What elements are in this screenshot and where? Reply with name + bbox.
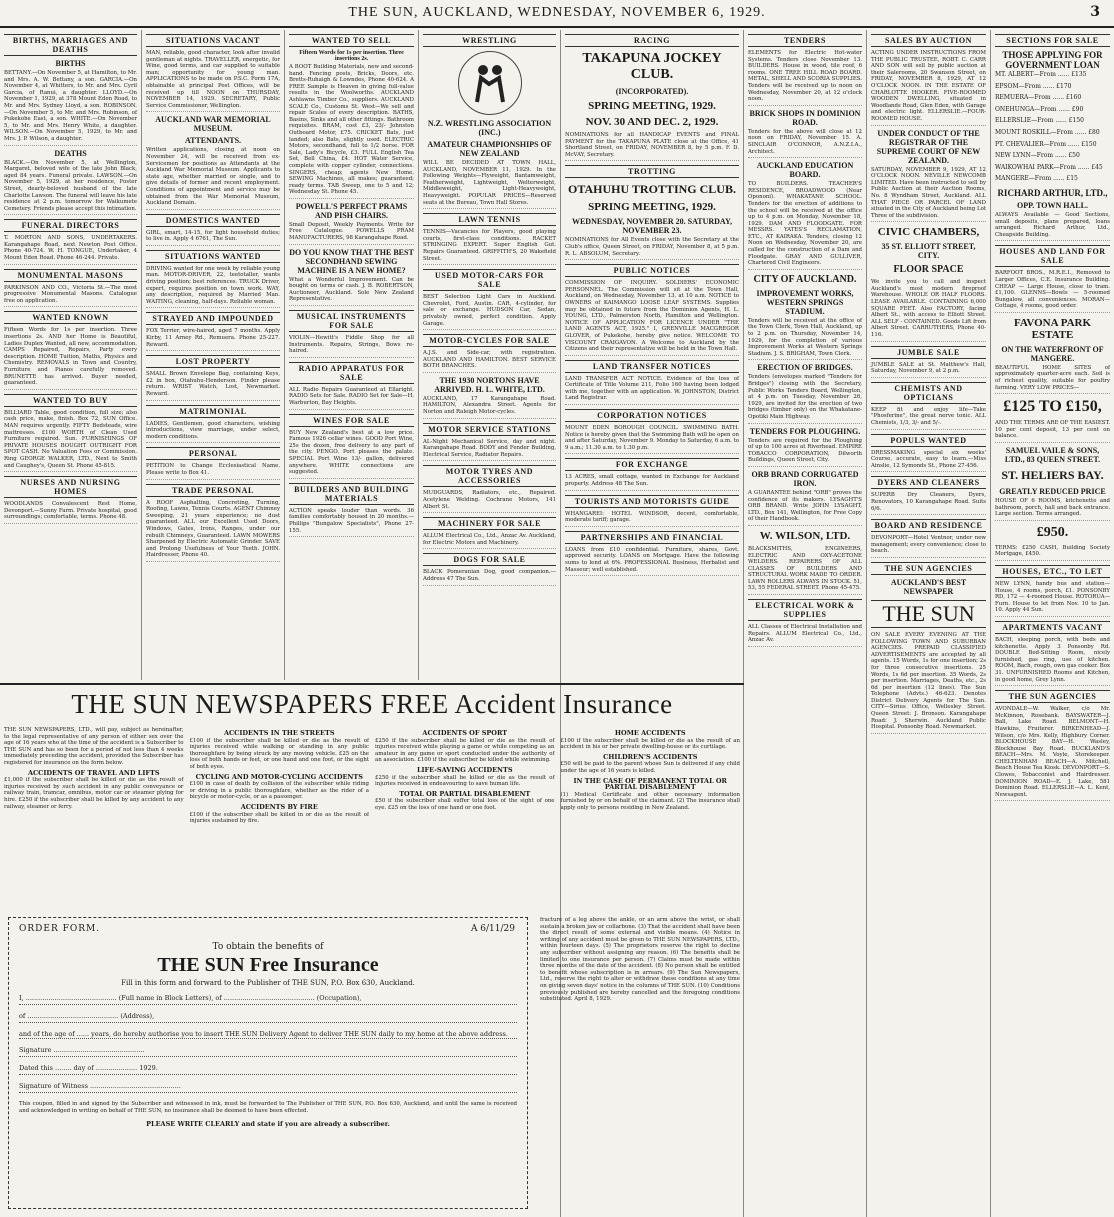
price-list-item: PT. CHEVALIER—From ...... £150: [995, 140, 1097, 148]
pram-text: Small Deposit, Weekly Payments. Write for Free Catalogue. POWELLS PRAM MANUFACTURERS, 98 Karangahape Road.: [289, 222, 414, 245]
signature-field[interactable]: Signature ............................................: [19, 1046, 517, 1057]
builders-text: ACTION speaks louder than words. 36 families comfortably housed in 20 months.—Phillips "Bungalow Specialists", Phone 27-155.: [289, 508, 414, 537]
jockey-club-title: TAKAPUNA JOCKEY CLUB.: [582, 51, 722, 82]
order-form-intro: To obtain the benefits of: [212, 942, 324, 952]
lost-property-text: SMALL Brown Envelope Bag, containing Keys, £2 in box, Otahuhu-Henderson. Finder please return. WRIST Watch, Lost, Newmarket. Reward.: [146, 371, 280, 400]
section-heading: WANTED TO SELL: [289, 34, 414, 47]
section-heading: FUNERAL DIRECTORS: [4, 219, 137, 232]
tennis-text: TENNIS—Vacancies for Players, good playing courts, first-class conditions. RACKET STRINGING EXPERT. Super English Gut. Repairs Guaranteed. GRIFFITH'S, 20 Wakefield Street.: [423, 229, 556, 265]
insurance-conditions-continued: fracture of a leg above the ankle, or an arm above the wrist, or shall sustain a broken jaw or collarbone. (3) That the accident shall have been the direct result of some external and visible means. (4) Notice in writing of any accident must be given to THE SUN NEWSPAPERS, LTD., within fourteen days. (5) The proprietors reserve the right to decline any subscriber without assigning any reason. (6) The benefits shall be limited to one insurance per person. (7) Claims must be made within three months of the date of the accident. (8) No person shall be entitled to benefit whose subscription is in arrears. (9) The Sun Newspapers, Ltd., reserve the right to alter or withdraw these conditions at any time on giving seven days' notice in the columns of THE SUN. (10) Conditions previously published are hereby cancelled and the foregoing conditions substituted. April 8, 1929.: [540, 917, 740, 1003]
section-heading: THE SUN AGENCIES: [995, 690, 1110, 703]
houses-let-text: NEW LYNN, handy bus and station—House, 4 rooms, porch, £1. PONSONBY RD, 172 — 4-roomed House. ROTORUA—Furn. House to let from Nov. 10 to Jan. 10. Apply 44 Sun.: [995, 581, 1110, 617]
insurance-heading: TOTAL OR PARTIAL DISABLEMENT: [399, 789, 531, 798]
agencies-title: AUCKLAND'S BEST NEWSPAPER: [890, 577, 967, 596]
trotting-text: NOMINATIONS for All Events close with the Secretary at the Club's office, Queen Street, on FRIDAY, November 8, at 5 p.m. R. L. ABSOLUM, Secretary.: [565, 237, 739, 260]
financial-text: LOANS from £10 confidential. Furniture, shares, Govt. approved security. LOANS on Mortgage. Have the following sums to lend at 6%. PROFESSIONAL Business, Herbalist and Masseur; well established.: [565, 547, 739, 576]
trade-personal-text: A ROOF Asphalting, Concreting, Turning, Roofing, Lawns, Tennis Courts. AGENT Chimney Sweeping, 21 years experience; no dust guaranteed. ALL our Excellent Used Doors, Windows, Gates, Irons, Ranges, under our rebuilt Chimneys, Guaranteed. LAWN MOWERS Sharpened by Electric Automatic Grinder. SAVE and Prolong Usefulness of Your Teeth. JOHN. Hairdresser, Phone 40.: [146, 500, 280, 562]
order-form-ref: A 6/11/29: [470, 924, 515, 934]
meeting-dates: NOV. 30 AND DEC. 2, 1929.: [585, 116, 719, 128]
price-list-item: MANGERE—From ...... £15: [995, 175, 1078, 183]
pupils-text: DRESSMAKING special six weeks' Course, accurate, easy to learn.—Miss Ainslie, 12 Symonds St., Phone 27-456.: [871, 450, 986, 473]
city-title: CITY OF AUCKLAND.: [753, 273, 857, 285]
insurance-life: £250 if the subscriber shall be killed or die as the result of injuries received in endeavouring to save human life.: [375, 774, 555, 788]
section-heading: LAND TRANSFER NOTICES: [565, 360, 739, 373]
favona-text: BEAUTIFUL HOME SITES of approximately quarter-acre each. Soil is of richest quality, suitable for poultry farming. VERY LOW PRICES—: [995, 365, 1110, 394]
section-heading: SITUATIONS VACANT: [146, 34, 280, 47]
price-list-item: WAIKOWHAI PARK—From ...... £45: [995, 163, 1103, 171]
address-field[interactable]: of ............................................ (Address),: [19, 1012, 517, 1023]
insurance-column: [375, 727, 555, 897]
spring-meeting: SPRING MEETING, 1929.: [588, 100, 716, 112]
wilson-text: BLACKSMITHS, ENGINEERS, ELECTRIC AND OXY-ACETONE WELDERS. REPAIRERS OF ALL CLASSES OF BUILDERS AND STRUCTURAL WORK MADE TO ORDER. LAWN ROLLERS ALWAYS IN STOCK. 51, 53, 55 FEDERAL STREET. Phone 45-475.: [748, 546, 862, 595]
chemists-text: KEEP fit and enjoy life—Take "Phosferine", the great nerve tonic. ALL Chemists, 1/3, 3/- and 5/-.: [871, 407, 986, 430]
section-heading: POPULS WANTED: [871, 434, 986, 447]
column-2: [141, 30, 284, 680]
subscription-field[interactable]: and of the age of ...... years, do hereby authorise you to insert THE SUN Delivery Agent to deliver THE SUN daily to my home at the above address.: [19, 1030, 517, 1039]
electrical-text: ALL Classes of Electrical Installation and Repairs. ALLUM Electrical Co., Ltd., Anzac Av.: [748, 624, 862, 647]
wanted-buy-text: BILLIARD Table, good condition, full size; also cash price, make, finish. Box 72, SUN Office. MAN requires urgently. FIFTY Bedsteads, wire mattresses. £100 WORTH of Clean Used Furniture required. Sun. FURNISHINGS OF PRIVATE HOUSES BOUGHT OUTRIGHT FOR SPOT CASH. No Valuation Fees or Commission. Ring GEORGE WALKER, LTD., Next to Smith and Caughey's, Queen St. Phone 45-815.: [4, 410, 137, 472]
auction-text: ACTING UNDER INSTRUCTIONS FROM THE PUBLIC TRUSTEE, ROBT. C. CARR AND SON will sell by public auction at their Salerooms, 20 Swanson Street, on FRIDAY, NOVEMBER 8, 1929, AT 12 O'CLOCK NOON. IN THE ESTATE OF CHARLOTTE HOOKER. FIVE-ROOMED WOODEN DWELLING, situated in Woodlands Road, Glen Eden, with Garage and electric light. ELLERSLIE.—FOUR-ROOMED HOUSE.: [871, 50, 986, 126]
section-heading: CORPORATION NOTICES: [565, 409, 739, 422]
section-heading: BUILDERS AND BUILDING MATERIALS: [289, 483, 414, 505]
masthead-title: THE SUN, AUCKLAND, WEDNESDAY, NOVEMBER 6, 1929.: [348, 5, 766, 20]
section-heading: MUSICAL INSTRUMENTS FOR SALE: [289, 310, 414, 332]
corporation-text: MOUNT EDEN BOROUGH COUNCIL. SWIMMING BATH. Notice is hereby given that the Swimming Bath will be open on and after Saturday, November 9. Monday to Saturday, 6 a.m. to 9 a.m.; 11.30 a.m. to 1.30 p.m.: [565, 425, 739, 454]
nursing-text: WOODLANDS Convalescent Rest Home, Devonport.—Sunny Farm. Private hospital, good surroundings; comfortable, terms. Phone 48.: [4, 501, 137, 524]
matrimonial-text: LADIES, Gentlemen, good characters, wishing introductions, view marriage, under select, modern conditions.: [146, 421, 280, 444]
brick-shops-title: BRICK SHOPS IN DOMINION ROAD.: [749, 108, 861, 127]
st-heliers-price: £950.: [1036, 524, 1069, 540]
section-heading: APARTMENTS VACANT: [995, 621, 1110, 634]
section-heading: DYERS AND CLEANERS: [871, 476, 986, 489]
richard-arthur-sub: OPP. TOWN HALL.: [1017, 200, 1088, 210]
wanted-known-text: Fifteen Words for 1s per insertion. Three insertions 2s. AND her Home is Beautiful, Ladies Duplex Wanted, all new, accommodation. CAMPS Repaired, Repairs, Party every description. HOME Tuition, Maths, Physics and Chemistry. REMOVALS in Town and Country, Furniture and Pianos carefully removed. BRUNETTE has arrived. Buyer needed, guaranteed.: [4, 327, 137, 389]
musical-text: VIOLIN—Hewitt's Fiddle Shop for all Instruments. Repairs, Strings, Bows re-haired.: [289, 335, 414, 358]
richard-arthur-text: ALWAYS Available — Good Sections, small deposits, plans prepared, loans arranged. Richard Arthur, Ltd., Cheapside Building.: [995, 212, 1110, 241]
section-heading: HOUSES AND LAND FOR SALE: [995, 245, 1110, 267]
floor-space: FLOOR SPACE: [893, 264, 964, 276]
bridges-title: ERECTION OF BRIDGES.: [757, 363, 853, 373]
section-heading: ELECTRICAL WORK & SUPPLIES: [748, 599, 862, 621]
personal-text: PETITION to Change Ecclesiastical Name. Please write to Box 41.: [146, 463, 280, 479]
date-field[interactable]: Dated this ........ day of .................... 1929.: [19, 1064, 517, 1075]
nominations-text: NOMINATIONS for all HANDICAP EVENTS and FINAL PAYMENT for the TAKAPUNA PLATE close at the Office, 41 Shortland Street, on FRIDAY, NOVEMBER 8, by 5 p.m. F. D. McVAY, Secretary.: [565, 132, 739, 161]
sewing-text: What a Wonderful Improvement. Can be bought on terms or cash. J. B. ROBERTSON, Auctioneer, Auckland. Sole New Zealand Representative.: [289, 277, 414, 306]
insurance-column: [561, 727, 741, 897]
situations-wanted-text: DRIVING wanted for one week by reliable young man. MOTOR-DRIVER, 22, teetotaller, wants driving position; best references. TRUCK Driver, expert, requires position on town work. WAY, any description, required by Married Man. WAITING, cleaning, half-days. Reliable woman.: [146, 266, 280, 309]
wines-text: BUY New Zealand's best at a low price. Famous 1926 cellar wines. GOOD Port Wine, 25s the dozen, free delivery to any part of the city. PENGO. Port pleases the palate. SPECIAL Port Wine 13/- gallon, delivered anywhere. WHITE connections are suggested.: [289, 430, 414, 479]
st-heliers-sub: GREATLY REDUCED PRICE: [999, 487, 1106, 497]
championship-text: WILL BE DECIDED AT TOWN HALL, AUCKLAND, NOVEMBER 11, 1929. In the Following Weights—Flyweight, Bantamweight, Featherweight, Lightweight, Welterweight, Middleweight, Light-Heavyweight, Heavyweight. POPULAR PRICES—Reserved seats at the Bureau, Town Hall Stores.: [423, 160, 556, 209]
section-heading: MOTOR TYRES AND ACCESSORIES: [423, 465, 556, 487]
section-heading: MOTOR SERVICE STATIONS: [423, 423, 556, 436]
tyres-text: MUDGUARDS, Radiators, etc., Repaired. Acetylene Welding. Cochrane Motors, 141 Albert St.: [423, 490, 556, 513]
st-heliers-terms: TERMS: £250 CASH, Building Society Mortgage, £450.: [995, 545, 1110, 561]
apartments-text: BACH, sleeping porch, with beds and kitchenette. Apply 3 Ponsonby Rd. DOUBLE Bed-Sitting Room, nicely furnished, gas ring, use of kitchen. ROOM, Bach, rough, own gas cooker. Box 31. UNFURNISHED Rooms and Kitchen, in good home, Grey Lynn.: [995, 637, 1110, 686]
sewing-title: DO YOU KNOW THAT THE BEST SECONDHAND SEWING MACHINE IS A NEW HOME?: [289, 247, 414, 275]
section-heading: MACHINERY FOR SALE: [423, 517, 556, 530]
bridges-text: Tenders (envelopes marked "Tenders for Bridges") closing with the Secretary, Public Works Tenders Board, Wellington, at 4 p.m. on Tuesday, November 26, 1929, are invited for the erection of two bridges (timber only) on the Whakatane-Opotiki Main Highway.: [748, 374, 862, 423]
association-name: N.Z. WRESTLING ASSOCIATION (INC.): [427, 119, 552, 137]
championship-title: AMATEUR CHAMPIONSHIPS OF NEW ZEALAND: [427, 140, 552, 158]
section-heading: LOST PROPERTY: [146, 355, 280, 368]
price-list-item: ELLERSLIE—From ...... £150: [995, 117, 1084, 125]
norton-title: THE 1930 NORTONS HAVE ARRIVED. H. L. WHITE, LTD.: [434, 375, 545, 394]
favona-price: £125 TO £150,: [1003, 398, 1102, 416]
price-list-item: EPSOM—From ...... £170: [995, 82, 1072, 90]
trotting-dates: WEDNESDAY, NOVEMBER 20. SATURDAY, NOVEMBER 23.: [571, 217, 733, 236]
column-4: [418, 30, 560, 680]
norton-text: AUCKLAND, 17 Karangahape Road. HAMILTON, Alexandra Street. Agents for Norton and Raleigh Motor-cycles.: [423, 396, 556, 419]
births-text: BETTANY.—On November 5, at Hamilton, to Mr. and Mrs. A. W. Bettany, a son. GARCIA.—On November 4, at Whitters, to Mr. and Mrs. Cyril Garcia, of Ranui, a daughter. LLOYD.—On November 1, 1929, at 378 Mount Eden Road, to Mr. and Mrs. Sydney Lloyd, a son. ROBINSON.—On November 5, to Mr. and Mrs. Robinson, of Pukekohe East, a son. WHITE.—On November 5, to Mr. and Mrs. Henry White, a daughter. WILSON.—On November 5, 1929, to Mr. and Mrs. J. P. Wilson, a daughter.: [4, 70, 137, 146]
dyers-text: SUPERB Dry Cleaners, Dyers, Renovators, 10 Karangahape Road. Suits 6/6.: [871, 492, 986, 515]
trotting-club-title: OTAHUHU TROTTING CLUB.: [568, 182, 736, 197]
column-1: [0, 30, 141, 680]
insurance-children: £50 will be paid to the parent whose Sun is delivered if any child under the age of 16 years is killed.: [560, 761, 740, 774]
section-heading: SALES BY AUCTION: [871, 34, 986, 47]
column-7: [866, 30, 990, 1217]
samuel-vaile: SAMUEL VAILE & SONS, LTD., 83 QUEEN STREET.: [1004, 446, 1101, 465]
section-heading: TENDERS: [748, 34, 862, 47]
favona-terms: AND THE TERMS ARE OF THE EASIEST. 10 per cent deposit, 13 per cent on balance.: [995, 420, 1110, 443]
public-notices-text: COMMISSION OF INQUIRY. SOLDIERS' ECONOMIC PERSONNEL. The Commission will sit at the Town Hall, Auckland, on Wednesday, November 13, at 10 a.m. NOTICE to OWNERS of KAIMANGO LOOSE LEAF SYSTEMS. Supplies may be obtained in future from the Dominion Agents, H. L. YOUNG, LTD., Palmerston North, Hamilton and Wellington. NOTICE OF APPLICATION FOR LICENCE UNDER "THE LAND AGENTS ACT, 1925." I, GRENVILLE MACGREGOR GLOVER, of Pukekohe, hereby give notice. WELCOME TO VISCOUNT CRAIGAVON. A Welcome to Auckland by the Citizens and their representative will be held in the Town Hall.: [565, 280, 739, 356]
wanted-sell-rates: Fifteen Words for 1s per insertion. Three insertions 2s.: [299, 50, 404, 62]
wrestling-emblem: [458, 51, 522, 115]
tenders-text: ELEMENTS for Electric Hot-water Systems. Tenders close November 13. BUILDERS. House in wood, tile roof, 6 rooms. ONE TREE HILL ROAD BOARD. METAL, SHELL AND SCORIA SUPPLIES. Tenders will be received up to noon on Wednesday, November 20, at 12 o'clock noon.: [748, 50, 862, 106]
order-form[interactable]: [8, 917, 528, 1209]
orb-title: ORB BRAND CORRUGATED IRON.: [751, 469, 859, 488]
wanted-sell-text: A BOOT Building Materials, new and second-hand. Fencing posts, Bricks, Doors, etc. Bretts-Ruhaigh & Lowndes, Phone 40-624. A FREE Sample is Heaven in giving full-value results in the Woolworths. AUCKLAND Ashlawns Timber Co., suppliers. AUCKLAND SCALE Co., Customs St. West—We sell and repair Scales of every description. BATHS, Basins, Sinks and all other fittings. Bathroom requisites. BRAM, cost £3, 23/- Johnston Outboard Motor, £75. CRICKET Bats, just landed; also Bats, slightly used. ELECTRIC Motors, secondhand, full to 1/2 horse. FOR Sale, Lady's Bicycle, £3. FULL English Tea Set, Bell China, £4. HOT Water Service, complete with copper cylinder, connections. SINGERS, cheap; agents New Home. SEWING Machines, all makes; guaranteed; ready terms. TAB Sweep, one to 5 and 12; Wednesday St. Phone 45.: [289, 64, 414, 199]
insurance-sport: £250 if the subscriber shall be killed or die as the result of injuries received while playing a game or while competing as an amateur in any game or sport conducted under the authority of an association. £100 if the subscriber be killed while swimming.: [375, 737, 555, 764]
brick-shops-text: Tenders for the above will close at 12 noon on FRIDAY, November 15. A. SINCLAIR O'CONNOR, A.N.Z.I.A., Architect.: [748, 129, 862, 158]
insurance-cycling: £100 in case of death by collision of the subscriber while riding or driving in a public thoroughfare, whether as the rider of a bicycle or motor-cycle, or as a passenger.: [189, 781, 369, 801]
section-heading: WINES FOR SALE: [289, 414, 414, 427]
price-list-item: REMUERA—From ...... £160: [995, 94, 1082, 102]
jockey-club-sub: (INCORPORATED).: [615, 87, 689, 96]
insurance-column: [4, 727, 184, 897]
sun-logo: THE SUN: [871, 600, 986, 628]
price-list-item: MOUNT ROSKILL—From ...... £80: [995, 128, 1100, 136]
masthead: [0, 0, 1114, 28]
name-field[interactable]: I, ............................................ (Full name in Block Letters), of ............................................ (Occupation),: [19, 994, 517, 1005]
price-list-item: NEW LYNN—From ...... £50: [995, 152, 1080, 160]
radio-text: ALL Radio Repairs Guaranteed at Ellaright. RADIO Sets for Sale. RADIO Set for Sale—H. Warburton, Bay Heights.: [289, 387, 414, 410]
insurance-heading: HOME ACCIDENTS: [614, 729, 686, 737]
section-price-list: [995, 72, 1110, 185]
civic-chambers-title: CIVIC CHAMBERS,: [877, 226, 980, 239]
ploughing-title: TENDERS FOR PLOUGHING.: [749, 426, 861, 436]
museum-title: AUCKLAND WAR MEMORIAL MUSEUM.: [155, 115, 271, 134]
funeral-text: T. MORTON AND SONS, UNDERTAKERS. Karangahape Road, next Newton Post Office. Phone 40-724. W. H. TONGUE, Undertaker, 4 Mount Eden Road. Phone 46-244. Private.: [4, 235, 137, 264]
section-heading: THE SUN AGENCIES: [871, 562, 986, 575]
insurance-title: THE SUN NEWSPAPERS FREE Accident Insurance: [71, 689, 673, 719]
insurance-streets: £100 if the subscriber shall be killed or die as the result of injuries received while walking or standing in any public thoroughfare by being struck by any moving vehicle. £25 on the loss of both hands or feet, or one hand and one foot, or the sight of both eyes.: [189, 737, 369, 770]
ploughing-text: Tenders are required for the Ploughing of up to 100 acres at Riverhead. EMPIRE TOBACCO CORPORATION, Dilworth Buildings, Queen Street, City.: [748, 438, 862, 467]
monumental-text: PARKINSON AND CO., Victoria St.—The most progressive Monumental Masons. Catalogue free on application.: [4, 285, 137, 308]
section-heading: MOTOR-CYCLES FOR SALE: [423, 334, 556, 347]
price-list-item: ONEHUNGA—From ...... £90: [995, 105, 1084, 113]
section-heading: RACING: [565, 34, 739, 47]
insurance-fire: £100 if the subscriber shall be killed in or die as the result of injuries sustained by fire.: [189, 811, 369, 825]
section-heading: TRADE PERSONAL: [146, 484, 280, 497]
section-heading: CHEMISTS AND OPTICIANS: [871, 382, 986, 404]
witness-field[interactable]: Signature of Witness ............................................: [19, 1082, 517, 1093]
section-heading: PERSONAL: [146, 447, 280, 460]
order-form-footer: PLEASE WRITE CLEARLY and state if you are already a subscriber.: [146, 1120, 390, 1129]
wrestlers-icon: [467, 60, 513, 106]
board-residence-text: DEVONPORT—Hotel Ventnor, under new management; every convenience; close to beach.: [871, 535, 986, 558]
education-board-title: AUCKLAND EDUCATION BOARD.: [756, 161, 854, 180]
agencies-text: ON SALE EVERY EVENING AT THE FOLLOWING TOWN AND SUBURBAN AGENCIES. PREPAID CLASSIFIED ADVERTISEMENTS are accepted by all agents. 15 Words, 1s for one insertion; 2s for three consecutive insertions. 25 Words, 1s 6d per insertion. 35 Words, 2s per insertion. Marriages, Deaths, etc., 2s 6d per insertion (12 lines). The Sun Telephone (Advts.) 46-623. Denotes District Delivery Agents for The Sun. CITY—Sirius Office, Wellesley Street. Queen Street: J. Bronson. Karangahape Road: J. Sherwin. Auckland Public Hospital. Ponsonby Road. Newmarket.: [871, 632, 986, 734]
section-heading: WANTED KNOWN: [4, 311, 137, 324]
city-subtitle: IMPROVEMENT WORKS, WESTERN SPRINGS STADIUM.: [756, 288, 854, 316]
st-heliers-title: ST. HELIERS BAY.: [1001, 468, 1104, 483]
govt-loan-title: THOSE APPLYING FOR GOVERNMENT LOAN: [1002, 50, 1103, 70]
insurance-conditions: [4, 727, 740, 897]
insurance-disablement: (1) Medical Certificate and other necessary information furnished by or on behalf of the claimant. (2) The insurance shall apply only to persons residing in New Zealand.: [560, 791, 740, 811]
service-stations-text: AL-Night Mechanical Service, day and night. Karangahape Road. BODY and Fender Building, Electrical Service, Radiator Repairs.: [423, 439, 556, 462]
civic-chambers-text: We invite you to call and inspect Auckland's most modern fireproof Warehouse. WHOLE OR HALF FLOORS. LEASE AVAILABLE. CONTAINING 6,000 SQUARE FEET. Also FACTORY, facing Albert St., with access to Elliott Street. ALL SELF - CONTAINED. Goods Lift from Albert Street. CARRUTHERS, Phone 40-116.: [871, 279, 986, 341]
deaths-heading: DEATHS: [54, 148, 87, 158]
price-list-item: MT. ALBERT—From ...... £135: [995, 71, 1087, 78]
section-heading: PARTNERSHIPS AND FINANCIAL: [565, 531, 739, 544]
insurance-home: £100 if the subscriber shall be killed or die as the result of an accident in his or her private dwelling-house or its curtilage.: [560, 737, 740, 751]
domestics-text: GIRL, smart, 14-15, for light household duties; to live in. Apply 4 6761, The Sun.: [146, 230, 280, 246]
order-form-label: ORDER FORM.: [19, 924, 101, 934]
section-heading: NURSES AND NURSING HOMES: [4, 476, 137, 498]
strayed-text: FOX Terrier, wire-haired, aged 7 months. Apply Kirby, 11 Arney Rd., Remuera. Phone 25-227. Reward.: [146, 328, 280, 351]
wilson-title: W. WILSON, LTD.: [759, 529, 851, 542]
column-8: [990, 30, 1114, 1217]
section-heading: SITUATIONS WANTED: [146, 250, 280, 263]
st-heliers-text: HOUSE OF 6 ROOMS, kitchenette and bathroom, porch, hall and back entrance. Large section. Terms arranged.: [995, 498, 1110, 521]
museum-text: Written applications, closing at noon on November 24, will be received from ex-Servicemen for positions as Attendants at the Auckland War Memorial Museum. Applicants to state age, whether married or single, and to give details of former and recent employment. Conditions of appointment and service may be obtained from the War Memorial Museum, Auckland Domain.: [146, 147, 280, 209]
births-heading: BIRTHS: [55, 59, 86, 68]
order-form-title: THE SUN Free Insurance: [157, 954, 379, 976]
section-heading: STRAYED AND IMPOUNDED: [146, 312, 280, 325]
insurance-heading: LIFE-SAVING ACCIDENTS: [416, 765, 513, 774]
column-6: [743, 30, 866, 1217]
order-form-fine-print: This coupon, filled in and signed by the Subscriber and witnessed in ink, must be forwarded to The Publisher of THE SUN, P.O. Box 630, Auckland, and until the same is received and acknowledged in writing on behalf of THE SUN, no insurance shall be deemed to have been effected.: [19, 1101, 517, 1114]
section-heading: TROTTING: [565, 165, 739, 178]
exchange-text: 13 ACRES, small cottage, wanted in Exchange for Auckland property. Address 48 The Sun.: [565, 474, 739, 490]
section-heading: MONUMENTAL MASONS: [4, 269, 137, 282]
section-heading: JUMBLE SALE: [871, 346, 986, 359]
section-heading: FOR EXCHANGE: [565, 458, 739, 471]
machinery-text: ALLUM Electrical Co., Ltd., Anzac Av. Auckland, for Electric Motors and Machinery.: [423, 533, 556, 549]
houses-land-text: BARFOOT BROS., M.R.E.I., Removed to Larger Offices, C.E. Insurance Building. CHEAP — Large House, close to tram. £1,100. GLENNS—Bowls — 5-roomed Bungalow, all conveniences. MORAN—Cottage, 4 rooms, good order.: [995, 270, 1110, 313]
column-3: [284, 30, 418, 680]
insurance-heading: ACCIDENTS OF TRAVEL AND LIFTS: [27, 768, 160, 777]
section-heading: HOUSES, ETC., TO LET: [995, 565, 1110, 578]
favona-sub: ON THE WATERFRONT OF MANGERE.: [1001, 344, 1104, 363]
section-heading: DOGS FOR SALE: [423, 553, 556, 566]
section-heading: DOMESTICS WANTED: [146, 214, 280, 227]
insurance-lead: THE SUN NEWSPAPERS, LTD., will pay, subject as hereinafter, to the legal representative of any person of either sex over the age of 16 years who at the time of the accident is a Subscriber to THE SUN and has so been for a period of not less than 4 weeks immediately preceding the accident, provided the Subscriber has registered for insurance on the form below.: [4, 727, 184, 766]
orb-text: A GUARANTEE behind "ORB" proves the confidence of its makers. LYSAGHT'S ORB BRAND. Write JOHN LYSAGHT, LTD., Box 141, Wellington, for Free Copy of their Handbook.: [748, 490, 862, 526]
used-cars-text: BEST Selection Light Cars in Auckland. Chevrolet, Ford, Austin. CAR, 4-cylinder, for sale or exchange. HUDSON Car, Sedan, privately owned, perfect condition. Apply Garage.: [423, 294, 556, 330]
section-heading: TOURISTS AND MOTORISTS GUIDE: [565, 495, 739, 508]
section-heading: USED MOTOR-CARS FOR SALE: [423, 269, 556, 291]
civic-chambers-address: 35 ST. ELLIOTT STREET, CITY.: [881, 242, 976, 261]
insurance-block: [0, 683, 744, 1215]
dogs-text: BLACK Pomeranian Dog, good companion.—Address 47 The Sun.: [423, 569, 556, 585]
insurance-heading: CYCLING AND MOTOR-CYCLING ACCIDENTS: [195, 772, 363, 781]
section-heading: RADIO APPARATUS FOR SALE: [289, 362, 414, 384]
insurance-heading: ACCIDENTS BY FIRE: [240, 802, 318, 811]
section-heading: WANTED TO BUY: [4, 394, 137, 407]
tourists-text: WHANGAREI: HOTEL WINDSOR, decent, comfortable, moderate tariff; garage.: [565, 511, 739, 527]
sun-agencies-text: AVONDALE—W. Walker, c/o Mr. McKinnon, Rosebank. BAYSWATER—J. Ball, Lake Road. BELMONT—H. Hawkins, Fruiterer. BIRKENHEAD—J. Wilson, c/o Mrs. Kelly, Highbury Corner. BLOCKHOUSE BAY—H. Wasley, Blockhouse Bay Road. BUCKLAND'S BEACH—Mrs. M. Voyle, Storekeeper. CHELTENHAM BEACH—A. Mitchell, Beach House Tea Kiosk. DEVONPORT—S. Clowes, Tobacconist and Hairdresser. DOMINION ROAD—E. J. Lake, 581 Dominion Road. ELLERSLIE—A. L. Kent, Newsagent.: [995, 706, 1110, 801]
insurance-heading: CHILDREN'S ACCIDENTS: [603, 752, 698, 761]
museum-subtitle: ATTENDANTS.: [184, 136, 242, 146]
insurance-heading: IN THE CASE OF PERMANENT TOTAL OR PARTIAL DISABLEMENT: [573, 776, 727, 792]
pram-title: POWELL'S PERFECT PRAMS AND PISH CHAIRS.: [295, 201, 408, 220]
section-heading: PUBLIC NOTICES: [565, 264, 739, 277]
favona-title: FAVONA PARK ESTATE: [1013, 316, 1092, 341]
trotting-meeting: SPRING MEETING, 1929.: [588, 201, 716, 214]
insurance-heading: ACCIDENTS IN THE STREETS: [223, 729, 335, 737]
insurance-heading: ACCIDENTS OF SPORT: [422, 729, 508, 737]
section-heading: LAWN TENNIS: [423, 213, 556, 226]
city-text: Tenders will be received at the office of the Town Clerk, Town Hall, Auckland, up to 2 p.m. on Thursday, November 14, 1929, for the completion of various Improvement Works at Western Springs Stadium. J. S. BRIGHAM, Town Clerk.: [748, 318, 862, 361]
order-form-instructions: Fill in this form and forward to the Publisher of THE SUN, P.O. Box 630, Auckland.: [121, 979, 415, 987]
insurance-total: £50 if the subscriber shall suffer total loss of the sight of one eye. £25 on the loss of one hand or one foot.: [375, 798, 555, 811]
deaths-text: BLACK.—On November 5, at Wellington, Margaret, beloved wife of the late John Black, aged 84 years. Funeral private. LAWSON.—On November 5, 1929, at her residence, Foster Street, dearly-beloved husband of the late Charlotte Lawson. The funeral will leave his late residence at 2 p.m. tomorrow for Waikumete Cemetery. Friends please accept this intimation.: [4, 160, 137, 216]
insurance-column: [190, 727, 370, 897]
page-number: 3: [1090, 4, 1100, 20]
section-heading: BOARD AND RESIDENCE: [871, 519, 986, 532]
section-heading: MATRIMONIAL: [146, 405, 280, 418]
richard-arthur-title: RICHARD ARTHUR, LTD.,: [997, 187, 1108, 198]
motorcycles-text: A.J.S. and Side-car, with registration. AUCKLAND AND HAMILTON. BEST SERVICE BOTH BRANCHES.: [423, 350, 556, 373]
jumble-sale-text: JUMBLE SALE at St. Matthew's Hall, Saturday, November 9, at 2 p.m.: [871, 362, 986, 378]
section-heading: WRESTLING: [423, 34, 556, 47]
mortgagee-text: SATURDAY, NOVEMBER 9, 1929, AT 12 O'CLOCK NOON. NEVILLE NEWCOMB LIMITED. Have been instructed to sell by Public Auction at their Auction Rooms, No. 8 Wyndham Street, Auckland. ALL THAT PIECE OR PARCEL OF LAND situated in the City of Auckland being Lot Three of the subdivision.: [871, 167, 986, 223]
section-heading: SECTIONS FOR SALE: [995, 34, 1110, 47]
situations-vacant-text: MAN, reliable, good character, look after invalid gentleman at nights. TRAVELLER, energetic, for Wine, good terms, and car supplied to suitable man; opportunity for young man. APPLICATIONS to be made on P.S.C. Form 17A, obtainable at principal Post Offices, will be received up till NOON on THURSDAY, NOVEMBER 14, 1929. SECRETARY, Public Service Commissioner, Wellington.: [146, 50, 280, 112]
education-board-text: TO BUILDERS. TEACHER'S RESIDENCE, BROADWOOD (Near Opononi). WHAKATANE SCHOOL. Tenders for the erection of additions to the school will be received at the office up to 4 p.m. on Monday, November 18, 1929. DAM AND FLOODGATE. FOR MESSRS. YATES'S RECLAMATION, ETC., AT KAIRAKA. Tenders, closing 12 Noon on Wednesday, November 20, are called for the construction of a Dam and Floodgate. GRAY AND GULLIVER, Chartered Civil Engineers.: [748, 181, 862, 270]
insurance-travel: £1,000 if the subscriber shall be killed or die as the result of injuries received by such accident in any public conveyance or railway train, tramcar, omnibus, motor car or steamer plying for hire. £250 if the subscriber shall be killed by any accident to any railway, steamer or ferry.: [4, 777, 184, 810]
mortgagee-title: UNDER CONDUCT OF THE REGISTRAR OF THE SUPREME COURT OF NEW ZEALAND.: [876, 128, 981, 165]
section-heading: BIRTHS, MARRIAGES AND DEATHS: [4, 34, 137, 56]
land-transfer-text: LAND TRANSFER ACT NOTICE. Evidence of the loss of Certificate of Title Volume 211, Folio 160 having been lodged with me, together with an application. W. JOHNSTON, District Land Registrar.: [565, 376, 739, 405]
